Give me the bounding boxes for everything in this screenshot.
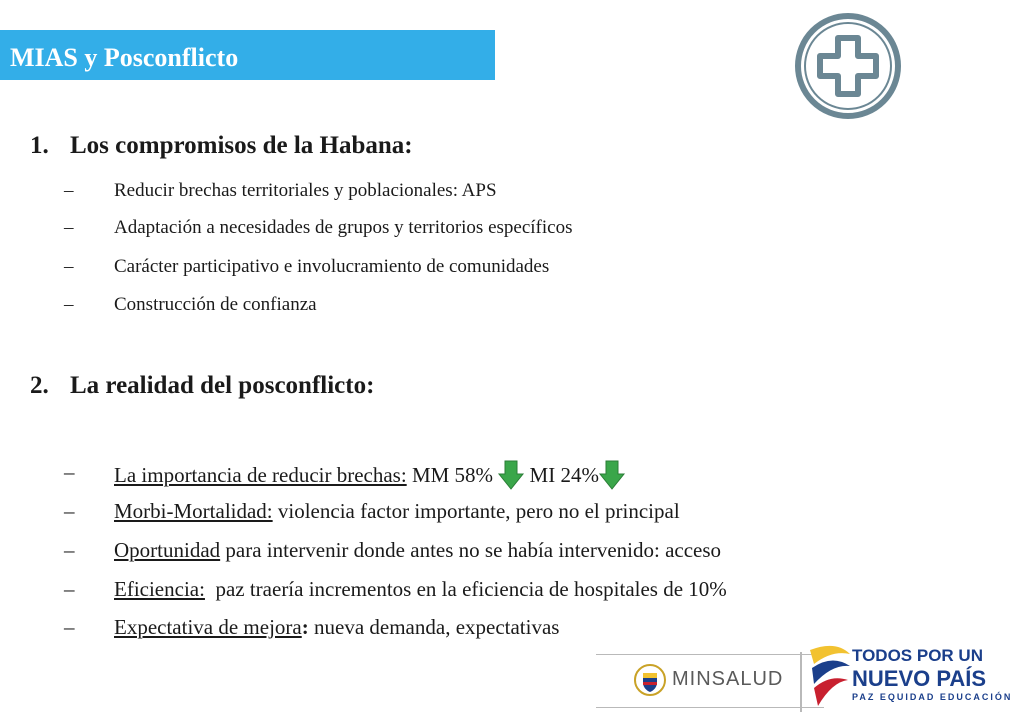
todos-por-un-nuevo-pais-logo: [806, 640, 1012, 720]
campaign-line-3: PAZ EQUIDAD EDUCACIÓN: [852, 692, 1012, 702]
campaign-line-1: TODOS POR UN: [852, 646, 983, 665]
dash-bullet: –: [64, 538, 75, 562]
minsalud-logo: [634, 662, 784, 698]
slide-title: MIAS y Posconflicto: [0, 30, 495, 80]
colon: :: [301, 615, 309, 639]
dash-bullet: –: [64, 460, 75, 484]
dash-bullet: –: [64, 294, 74, 315]
arrow-down-icon: [599, 460, 625, 490]
underlined-term: Expectativa de mejora: [114, 615, 302, 639]
dash-bullet: –: [64, 577, 75, 601]
underlined-term: Oportunidad: [114, 538, 221, 562]
section-1-heading: [30, 132, 413, 160]
item-rest: para intervenir donde antes no se había intervenido: acceso: [220, 538, 722, 562]
item-rest: nueva demanda, expectativas: [308, 615, 560, 639]
list-item-text: Carácter participativo e involucramiento de comunidades: [114, 256, 550, 277]
section-number: 2.: [30, 372, 49, 399]
footer-divider: [596, 654, 824, 655]
dash-bullet: –: [64, 615, 75, 639]
item-rest: paz traería incrementos en la eficiencia de hospitales de 10%: [204, 577, 727, 601]
list-item-text: Adaptación a necesidades de grupos y territorios específicos: [114, 217, 573, 238]
section-title: La realidad del posconflicto:: [70, 372, 375, 399]
arrow-down-icon: [498, 460, 524, 490]
list-item-text: [114, 615, 559, 640]
list-item-text: [114, 460, 625, 490]
item-rest: violencia factor importante, pero no el principal: [272, 499, 680, 523]
section-2-heading: [30, 372, 374, 400]
section-number: 1.: [30, 132, 49, 159]
dash-bullet: –: [64, 256, 74, 277]
list-item-text: Reducir brechas territoriales y poblacionales: APS: [114, 180, 497, 201]
underlined-term: Eficiencia:: [114, 577, 205, 601]
mi-value: MI 24%: [524, 463, 599, 487]
footer-divider: [596, 707, 824, 708]
ministry-name: MINSALUD: [672, 668, 784, 690]
coat-of-arms-icon: [634, 664, 666, 696]
underlined-term: La importancia de reducir brechas:: [114, 463, 407, 487]
dash-bullet: –: [64, 180, 74, 201]
section-title: Los compromisos de la Habana:: [70, 132, 413, 159]
dash-bullet: –: [64, 499, 75, 523]
campaign-line-2: NUEVO PAÍS: [852, 666, 987, 691]
list-item-text: [114, 577, 727, 602]
mm-value: MM 58%: [406, 463, 494, 487]
underlined-term: Morbi-Mortalidad:: [114, 499, 273, 523]
list-item-text: [114, 499, 680, 524]
plus-circle-icon: [794, 12, 902, 120]
flag-swoosh-icon: [806, 640, 856, 720]
list-item-text: [114, 538, 721, 563]
dash-bullet: –: [64, 217, 74, 238]
list-item-text: Construcción de confianza: [114, 294, 317, 315]
logo-divider: [800, 652, 802, 712]
